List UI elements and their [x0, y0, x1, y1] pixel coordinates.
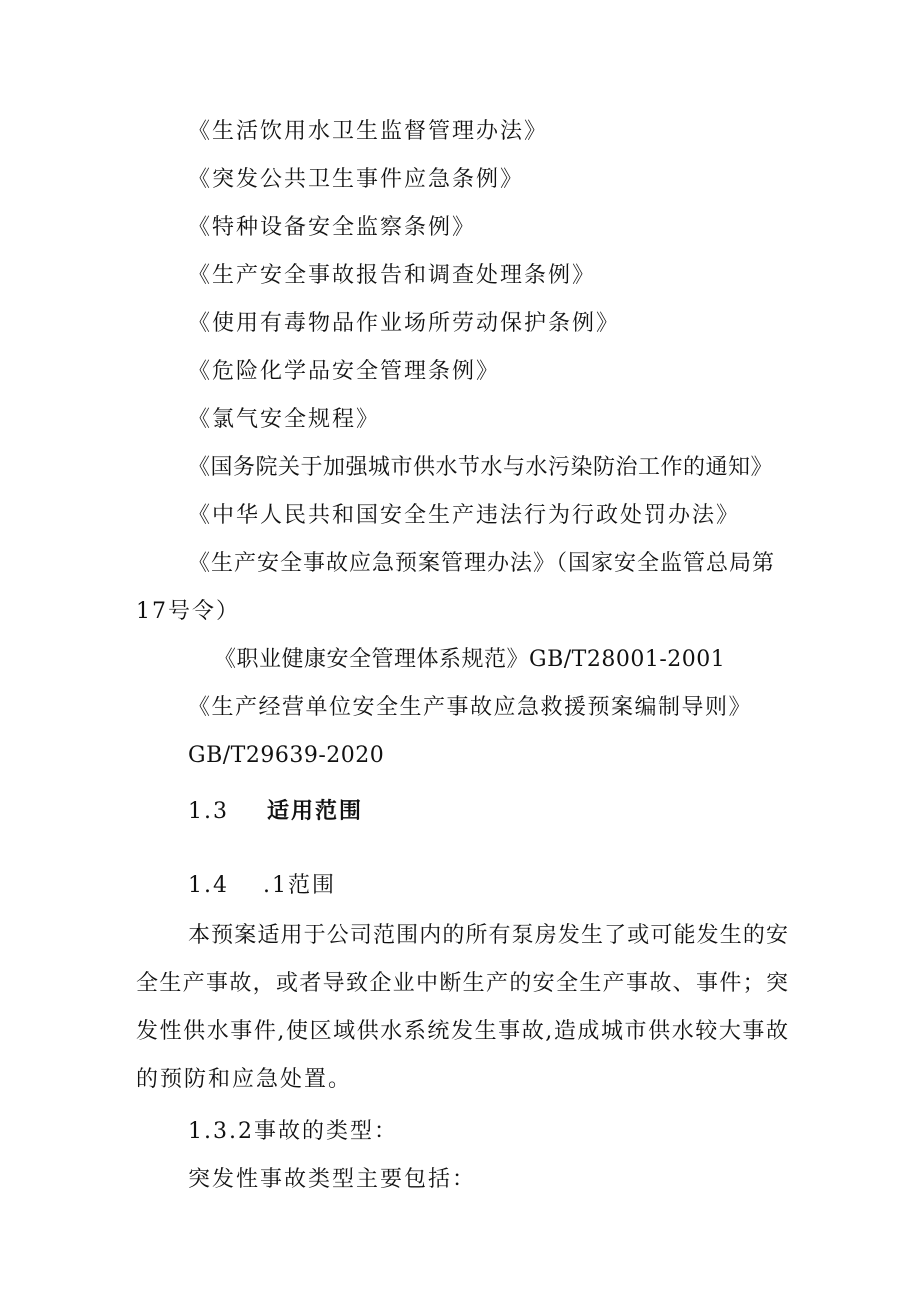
- section-number: 1.4: [188, 873, 229, 898]
- emergency-plan-rule-line2: 17号令）: [136, 599, 240, 624]
- regulation-item: 《国务院关于加强城市供水节水与水污染防治工作的通知》: [188, 455, 774, 480]
- standard-guideline-line2: GB/T29639-2020: [188, 743, 385, 768]
- regulation-item: 《危险化学品安全管理条例》: [188, 359, 501, 384]
- regulation-item: 《使用有毒物品作业场所劳动保护条例》: [188, 311, 621, 336]
- regulation-item: 《特种设备安全监察条例》: [188, 215, 477, 240]
- accident-types-intro: 突发性事故类型主要包括：: [188, 1167, 477, 1192]
- section-1-4-heading: [188, 871, 336, 901]
- regulation-item: 《生产安全事故报告和调查处理条例》: [188, 263, 597, 288]
- section-title: 适用范围: [267, 798, 364, 824]
- scope-paragraph-line4: 的预防和应急处置。: [136, 1067, 353, 1092]
- regulation-item: 《生活饮用水卫生监督管理办法》: [188, 119, 549, 144]
- regulation-item: 《氯气安全规程》: [188, 407, 381, 432]
- standard-guideline-line1: 《生产经营单位安全生产事故应急救援预案编制导则》: [188, 695, 753, 720]
- standard-ohsms: 《职业健康安全管理体系规范》GB/T28001-2001: [214, 647, 726, 672]
- scope-paragraph-line3: 发性供水事件,使区域供水系统发生事故,造成城市供水较大事故: [136, 1019, 788, 1044]
- section-title: .1范围: [263, 873, 336, 898]
- regulation-item: 《中华人民共和国安全生产违法行为行政处罚办法》: [188, 503, 741, 528]
- emergency-plan-rule-line1: 《生产安全事故应急预案管理办法》（国家安全监管总局第: [188, 551, 776, 576]
- section-1-3-2-heading: 1.3.2事故的类型：: [188, 1119, 398, 1144]
- scope-paragraph-line2: 全生产事故，或者导致企业中断生产的安全生产事故、事件；突: [136, 971, 788, 996]
- section-1-3-heading: [188, 796, 363, 827]
- section-number: 1.3: [188, 799, 229, 824]
- regulation-item: 《突发公共卫生事件应急条例》: [188, 167, 525, 192]
- scope-paragraph-line1: 本预案适用于公司范围内的所有泵房发生了或可能发生的安: [188, 923, 788, 948]
